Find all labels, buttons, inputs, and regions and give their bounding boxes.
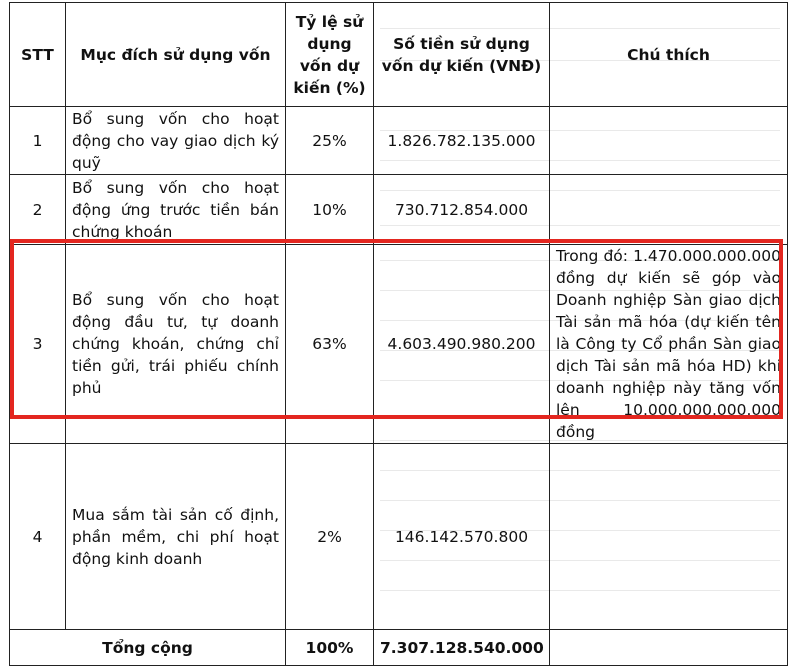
header-stt: STT	[10, 3, 66, 107]
table-row	[10, 175, 788, 245]
table-row	[10, 107, 788, 175]
total-note	[550, 630, 788, 666]
row-ratio: 10%	[286, 175, 374, 245]
header-ratio: Tỷ lệ sử dụng vốn dự kiến (%)	[286, 3, 374, 107]
row-ratio: 2%	[286, 444, 374, 630]
row-amount: 1.826.782.135.000	[374, 107, 550, 175]
row-note	[550, 107, 788, 175]
row-purpose: Bổ sung vốn cho hoạt động cho vay giao dịch ký quỹ	[66, 107, 286, 175]
header-note: Chú thích	[550, 3, 788, 107]
row-purpose: Mua sắm tài sản cố định, phần mềm, chi phí hoạt động kinh doanh	[66, 444, 286, 630]
total-label: Tổng cộng	[10, 630, 286, 666]
row-note	[550, 175, 788, 245]
total-ratio: 100%	[286, 630, 374, 666]
header-row	[10, 3, 788, 107]
header-amount: Số tiền sử dụng vốn dự kiến (VNĐ)	[374, 3, 550, 107]
row-stt: 1	[10, 107, 66, 175]
row-amount: 730.712.854.000	[374, 175, 550, 245]
row-note	[550, 444, 788, 630]
table-row-highlighted	[10, 245, 788, 444]
capital-usage-table	[9, 2, 788, 666]
row-stt: 4	[10, 444, 66, 630]
row-ratio: 63%	[286, 245, 374, 444]
row-note: Trong đó: 1.470.000.000.000 đồng dự kiến sẽ góp vào Doanh nghiệp Sàn giao dịch Tài sản mã hóa (dự kiến tên là Công ty Cổ phần Sàn giao dịch Tài sản mã hóa HD) khi doanh nghiệp này tăng vốn lên 10.000.000.000.000 đồng	[550, 245, 788, 444]
row-ratio: 25%	[286, 107, 374, 175]
row-amount: 4.603.490.980.200	[374, 245, 550, 444]
row-stt: 3	[10, 245, 66, 444]
table-row	[10, 444, 788, 630]
row-purpose: Bổ sung vốn cho hoạt động ứng trước tiền bán chứng khoán	[66, 175, 286, 245]
total-row	[10, 630, 788, 666]
header-purpose: Mục đích sử dụng vốn	[66, 3, 286, 107]
row-amount: 146.142.570.800	[374, 444, 550, 630]
total-amount: 7.307.128.540.000	[374, 630, 550, 666]
row-purpose: Bổ sung vốn cho hoạt động đầu tư, tự doanh chứng khoán, chứng chỉ tiền gửi, trái phiếu chính phủ	[66, 245, 286, 444]
row-stt: 2	[10, 175, 66, 245]
